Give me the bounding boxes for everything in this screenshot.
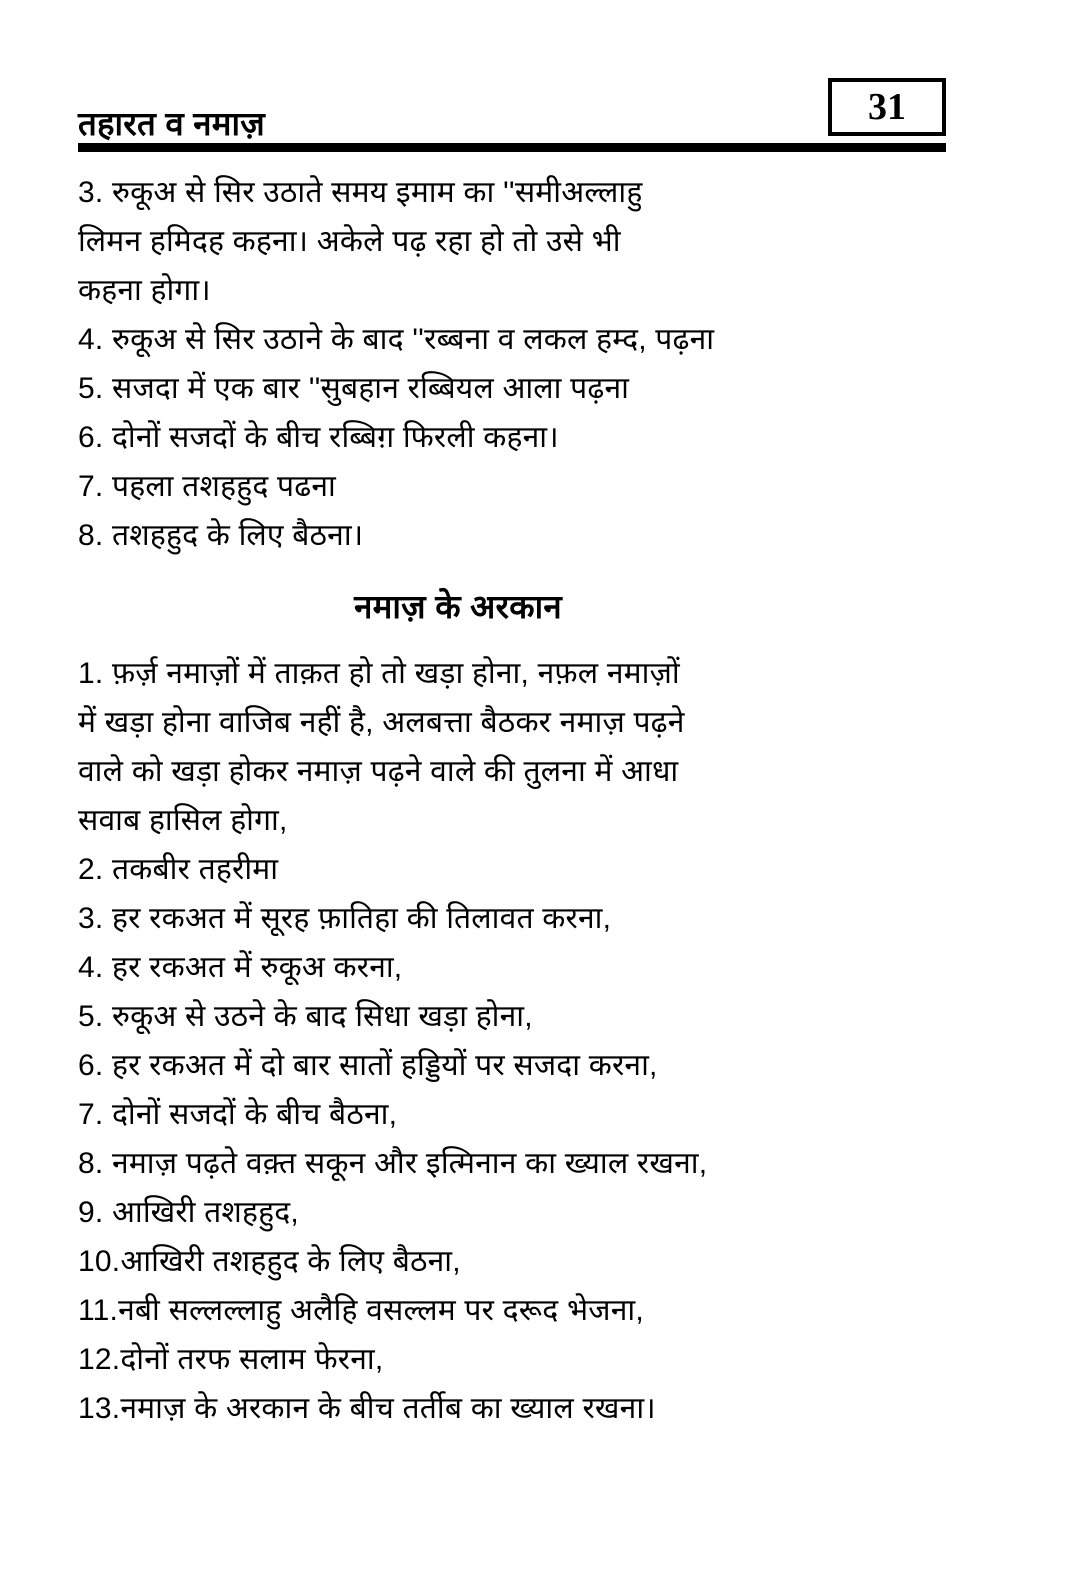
list-item-number: 8. [78,1147,104,1180]
list-item-first-line [78,364,958,413]
list-item-number-gap [103,1196,112,1229]
list-item-text: रुकूअ से सिर उठाते समय इमाम का ''समीअल्लाहु [111,176,643,209]
list-item-number: 8. [78,519,104,552]
list-item-number-gap [103,372,112,405]
list-item-number-gap [103,421,112,454]
list-item-text: लिमन हमिदह कहना। अकेले पढ़ रहा हो तो उसे भी [78,225,621,258]
list-item-first-line [78,1384,958,1433]
list-item-first-line [78,1188,958,1237]
list-item [78,1139,958,1188]
list-item-number: 11. [78,1294,119,1327]
list-item-first-line [78,894,958,943]
list-item-first-line [78,1041,958,1090]
list-item-wrap-line [78,796,958,845]
list-item-number-gap [103,470,112,503]
list-item-first-line [78,1335,958,1384]
list-item [78,364,958,413]
list-item-number: 13. [78,1392,121,1425]
list-item-number: 12. [78,1343,121,1376]
list-item-first-line [78,1286,958,1335]
list-item-wrap-line [78,747,958,796]
list-item-wrap-line [78,217,958,266]
list-item-text: में खड़ा होना वाजिब नहीं है, अलबत्ता बैठकर नमाज़ पढ़ने [78,706,685,739]
list-item-text: आखिरी तशहहुद, [111,1196,299,1229]
list-item-first-line [78,315,958,364]
list-item-first-line [78,168,958,217]
page-body [78,168,958,1433]
list-item [78,462,958,511]
list-item-first-line [78,845,958,894]
section-heading-namaz-ke-arkan: नमाज़ के अरकान [354,588,562,625]
list-item-text: सवाब हासिल होगा, [78,804,288,837]
list-item-number: 2. [78,853,104,886]
list-item [78,413,958,462]
list-item-number: 3. [78,176,104,209]
list-item-number: 3. [78,902,104,935]
list-item [78,992,958,1041]
list-item-text: हर रकअत में दो बार सातों हड्डियों पर सजदा करना, [111,1049,658,1082]
list-item-number-gap [103,519,112,552]
list-item-first-line [78,992,958,1041]
list-item [78,168,958,315]
list-item-text: फ़र्ज़ नमाज़ों में ताक़त हो तो खड़ा होना, नफ़ल नमाज़ों [111,657,680,690]
list-item-first-line [78,1090,958,1139]
list-item-number: 4. [78,323,104,356]
list-item-number-gap [103,853,112,886]
list-item-text: रुकूअ से सिर उठाने के बाद ''रब्बना व लकल हम्द, पढ़ना [111,323,715,356]
list-item-first-line [78,943,958,992]
list-item-number-gap [103,902,112,935]
list-item [78,894,958,943]
list-item-number: 9. [78,1196,104,1229]
list-item-text: पहला तशहहुद पढना [111,470,336,503]
list-item [78,315,958,364]
list-item-first-line [78,413,958,462]
running-head-title: तहारत व नमाज़ [78,105,265,142]
list-item-text: नमाज़ पढ़ते वक़्त सकून और इत्मिनान का ख्याल रखना, [111,1147,708,1180]
list-item-number-gap [103,1000,112,1033]
page-number: 31 [868,86,906,128]
list-item-text: हर रकअत में सूरह फ़ातिहा की तिलावत करना, [111,902,612,935]
header-divider-rule [78,143,946,152]
list-item-text: तकबीर तहरीमा [111,853,279,886]
list-item-number: 6. [78,1049,104,1082]
list-item-number: 5. [78,372,104,405]
list-item-text: रुकूअ से उठने के बाद सिधा खड़ा होना, [111,1000,533,1033]
list-item-text: दोनों सजदों के बीच रब्बिग़ फिरली कहना। [111,421,559,454]
list-item [78,511,958,560]
list-item [78,649,958,845]
list-item-text: वाले को खड़ा होकर नमाज़ पढ़ने वाले की तुलना में आधा [78,755,679,788]
list-item-number-gap [103,1147,112,1180]
list-item-first-line [78,649,958,698]
list-item [78,1188,958,1237]
list-item [78,1335,958,1384]
list-item [78,1286,958,1335]
list-item-number: 7. [78,470,104,503]
list-item-first-line [78,1237,958,1286]
list-item-number: 10. [78,1245,121,1278]
list-item [78,1041,958,1090]
list-item-number-gap [103,323,112,356]
list-item-text: नमाज़ के अरकान के बीच तर्तीब का ख्याल रखना। [120,1392,656,1425]
list-item-number: 6. [78,421,104,454]
list-item-text: नबी सल्लल्लाहु अलैहि वसल्लम पर दरूद भेजना, [118,1294,644,1327]
list-item-number: 4. [78,951,104,984]
list-item [78,943,958,992]
list-item-text: सजदा में एक बार ''सुबहान रब्बियल आला पढ़ना [111,372,630,405]
list-item [78,1090,958,1139]
continued-list-section-1 [78,168,958,560]
list-item-number-gap [103,1098,112,1131]
list-item-number-gap [103,657,112,690]
list-item-wrap-line [78,698,958,747]
numbered-list-section-2 [78,649,958,1433]
list-item-text: आखिरी तशहहुद के लिए बैठना, [120,1245,461,1278]
page-number-box [828,78,946,136]
list-item-wrap-line [78,266,958,315]
list-item-first-line [78,462,958,511]
list-item-number-gap [103,951,112,984]
list-item-text: दोनों सजदों के बीच बैठना, [111,1098,398,1131]
list-item-first-line [78,1139,958,1188]
list-item-text: तशहहुद के लिए बैठना। [111,519,364,552]
list-item-number: 7. [78,1098,104,1131]
list-item-text: दोनों तरफ सलाम फेरना, [120,1343,384,1376]
list-item-number: 1. [78,657,104,690]
list-item [78,1237,958,1286]
list-item-number-gap [103,1049,112,1082]
list-item-number: 5. [78,1000,104,1033]
list-item-number-gap [103,176,112,209]
list-item-text: कहना होगा। [78,274,211,307]
list-item [78,1384,958,1433]
list-item-first-line [78,511,958,560]
list-item-text: हर रकअत में रुकूअ करना, [111,951,403,984]
list-item [78,845,958,894]
